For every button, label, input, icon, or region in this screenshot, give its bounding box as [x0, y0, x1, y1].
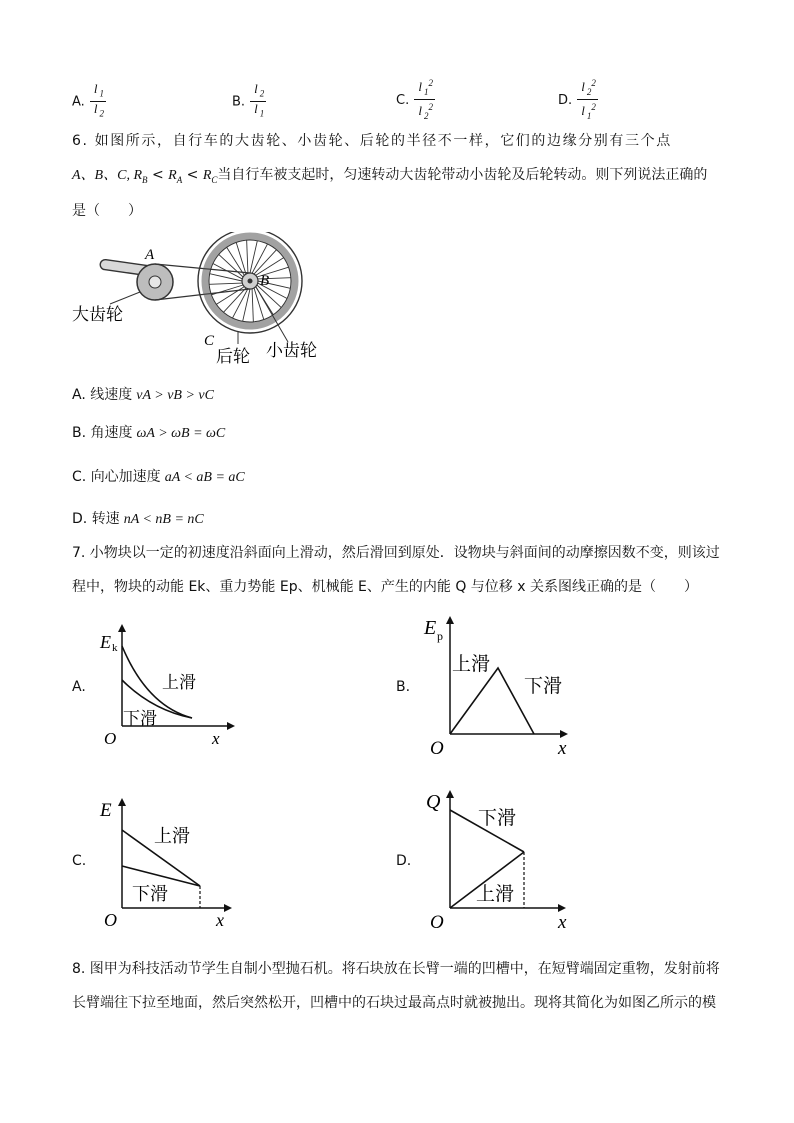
down-label: 下滑 [132, 884, 168, 904]
q5-option-d[interactable]: D. $\frac{l _2^2}{l _1^2}$ [558, 78, 596, 121]
y-axis-label: Q [426, 791, 441, 813]
q6-stem-line1: 6. 如图所示，自行车的大齿轮、小齿轮、后轮的半径不一样，它们的边缘分别有三个点 [72, 133, 672, 149]
fraction: $\frac{l _2}{l _1}$ [250, 82, 266, 120]
q7-option-b-label[interactable]: B. [396, 679, 411, 695]
q5-option-a[interactable]: A. $\frac{l _1}{l _2}$ [72, 81, 105, 119]
q6-stem-line3: 是（ ） [72, 203, 142, 219]
q6-option-b[interactable]: B. 角速度 ωA > ωB = ωC [72, 425, 226, 441]
wheel-spoke [252, 289, 253, 322]
y-axis-subscript: k [112, 642, 118, 654]
q6-stem-line2: A、B、C, $R_B < R_A < R_C$当自行车被支起时，匀速转动大齿轮带动小齿轮及后轮转动。则下列说法正确的 [72, 167, 708, 185]
wheel-spoke [210, 274, 242, 281]
x-axis-label: x [216, 910, 224, 930]
origin-label: O [104, 729, 117, 748]
fraction: $\frac{l _1^2}{l _2^2}$ [414, 76, 435, 123]
wheel-spoke [254, 250, 277, 274]
q6-option-c[interactable]: C. 向心加速度 aA < aB = aC [72, 469, 245, 485]
fraction: $\frac{l _1}{l _2}$ [90, 82, 106, 120]
q7-graph-a [92, 618, 242, 748]
point-c-label: C [204, 333, 215, 349]
q8-stem-line1: 8. 图甲为科技活动节学生自制小型抛石机。将石块放在长臂一端的凹槽中，在短臂端固定重物，发射前将 [72, 961, 720, 977]
x-axis-label: x [558, 912, 567, 932]
q7-stem-line2: 程中，物块的动能 Ek、重力势能 Ep、机械能 E、产生的内能 Q 与位移 x 关系图线正确的是（ ） [72, 579, 698, 595]
wheel-spoke [247, 240, 248, 273]
x-axis-label: x [558, 738, 567, 758]
wheel-spoke [250, 241, 257, 273]
y-axis-label: E [424, 617, 437, 639]
q5-options [72, 70, 712, 121]
bicycle-gear-figure [70, 232, 340, 372]
big-gear-label: 大齿轮 [72, 305, 123, 324]
fraction: $\frac{l _2^2}{l _1^2}$ [577, 76, 598, 123]
point-b-label: B [260, 273, 270, 289]
x-axis-label: x [212, 729, 220, 748]
up-label: 上滑 [452, 654, 491, 675]
q7-option-d-label[interactable]: D. [396, 853, 412, 869]
y-axis-label: E [100, 800, 112, 821]
q7-option-c-label[interactable]: C. [72, 853, 87, 869]
up-label: 上滑 [162, 673, 196, 692]
y-axis-label: E [100, 632, 111, 652]
down-label: 下滑 [478, 808, 517, 829]
q7-stem-line1: 7. 小物块以一定的初速度沿斜面向上滑动，然后滑回到原处．设物块与斜面间的动摩擦因数不变，则该过 [72, 545, 720, 561]
q5-option-c[interactable]: C. $\frac{l _1^2}{l _2^2}$ [396, 78, 433, 121]
q6-option-a[interactable]: A. 线速度 vA > vB > vC [72, 387, 214, 403]
point-a-label: A [145, 247, 155, 263]
q7-graph-d [420, 782, 580, 932]
q5-option-b[interactable]: B. $\frac{l _2}{l _1}$ [232, 81, 265, 119]
wheel-spoke [243, 289, 250, 321]
wheel-spoke [219, 254, 243, 277]
q8-stem-line2: 长臂端往下拉至地面，然后突然松开，凹槽中的石块过最高点时就被抛出。现将其简化为如图乙所示的模 [72, 995, 716, 1011]
origin-label: O [104, 910, 117, 930]
q6-option-d[interactable]: D. 转速 nA < nB = nC [72, 511, 204, 527]
q7-option-a-label[interactable]: A. [72, 679, 86, 695]
origin-label: O [430, 738, 444, 758]
y-axis-subscript: p [437, 629, 443, 643]
up-label: 上滑 [476, 884, 515, 905]
up-label: 上滑 [154, 826, 190, 846]
small-gear-label: 小齿轮 [266, 341, 317, 360]
down-label: 下滑 [524, 676, 563, 697]
rear-wheel-label: 后轮 [216, 347, 250, 366]
q7-graph-b [418, 608, 578, 758]
down-label: 下滑 [123, 709, 157, 728]
wheel-spoke [209, 283, 242, 284]
q7-graph-c [96, 790, 246, 930]
origin-label: O [430, 912, 444, 932]
wheel-spoke [236, 242, 246, 274]
